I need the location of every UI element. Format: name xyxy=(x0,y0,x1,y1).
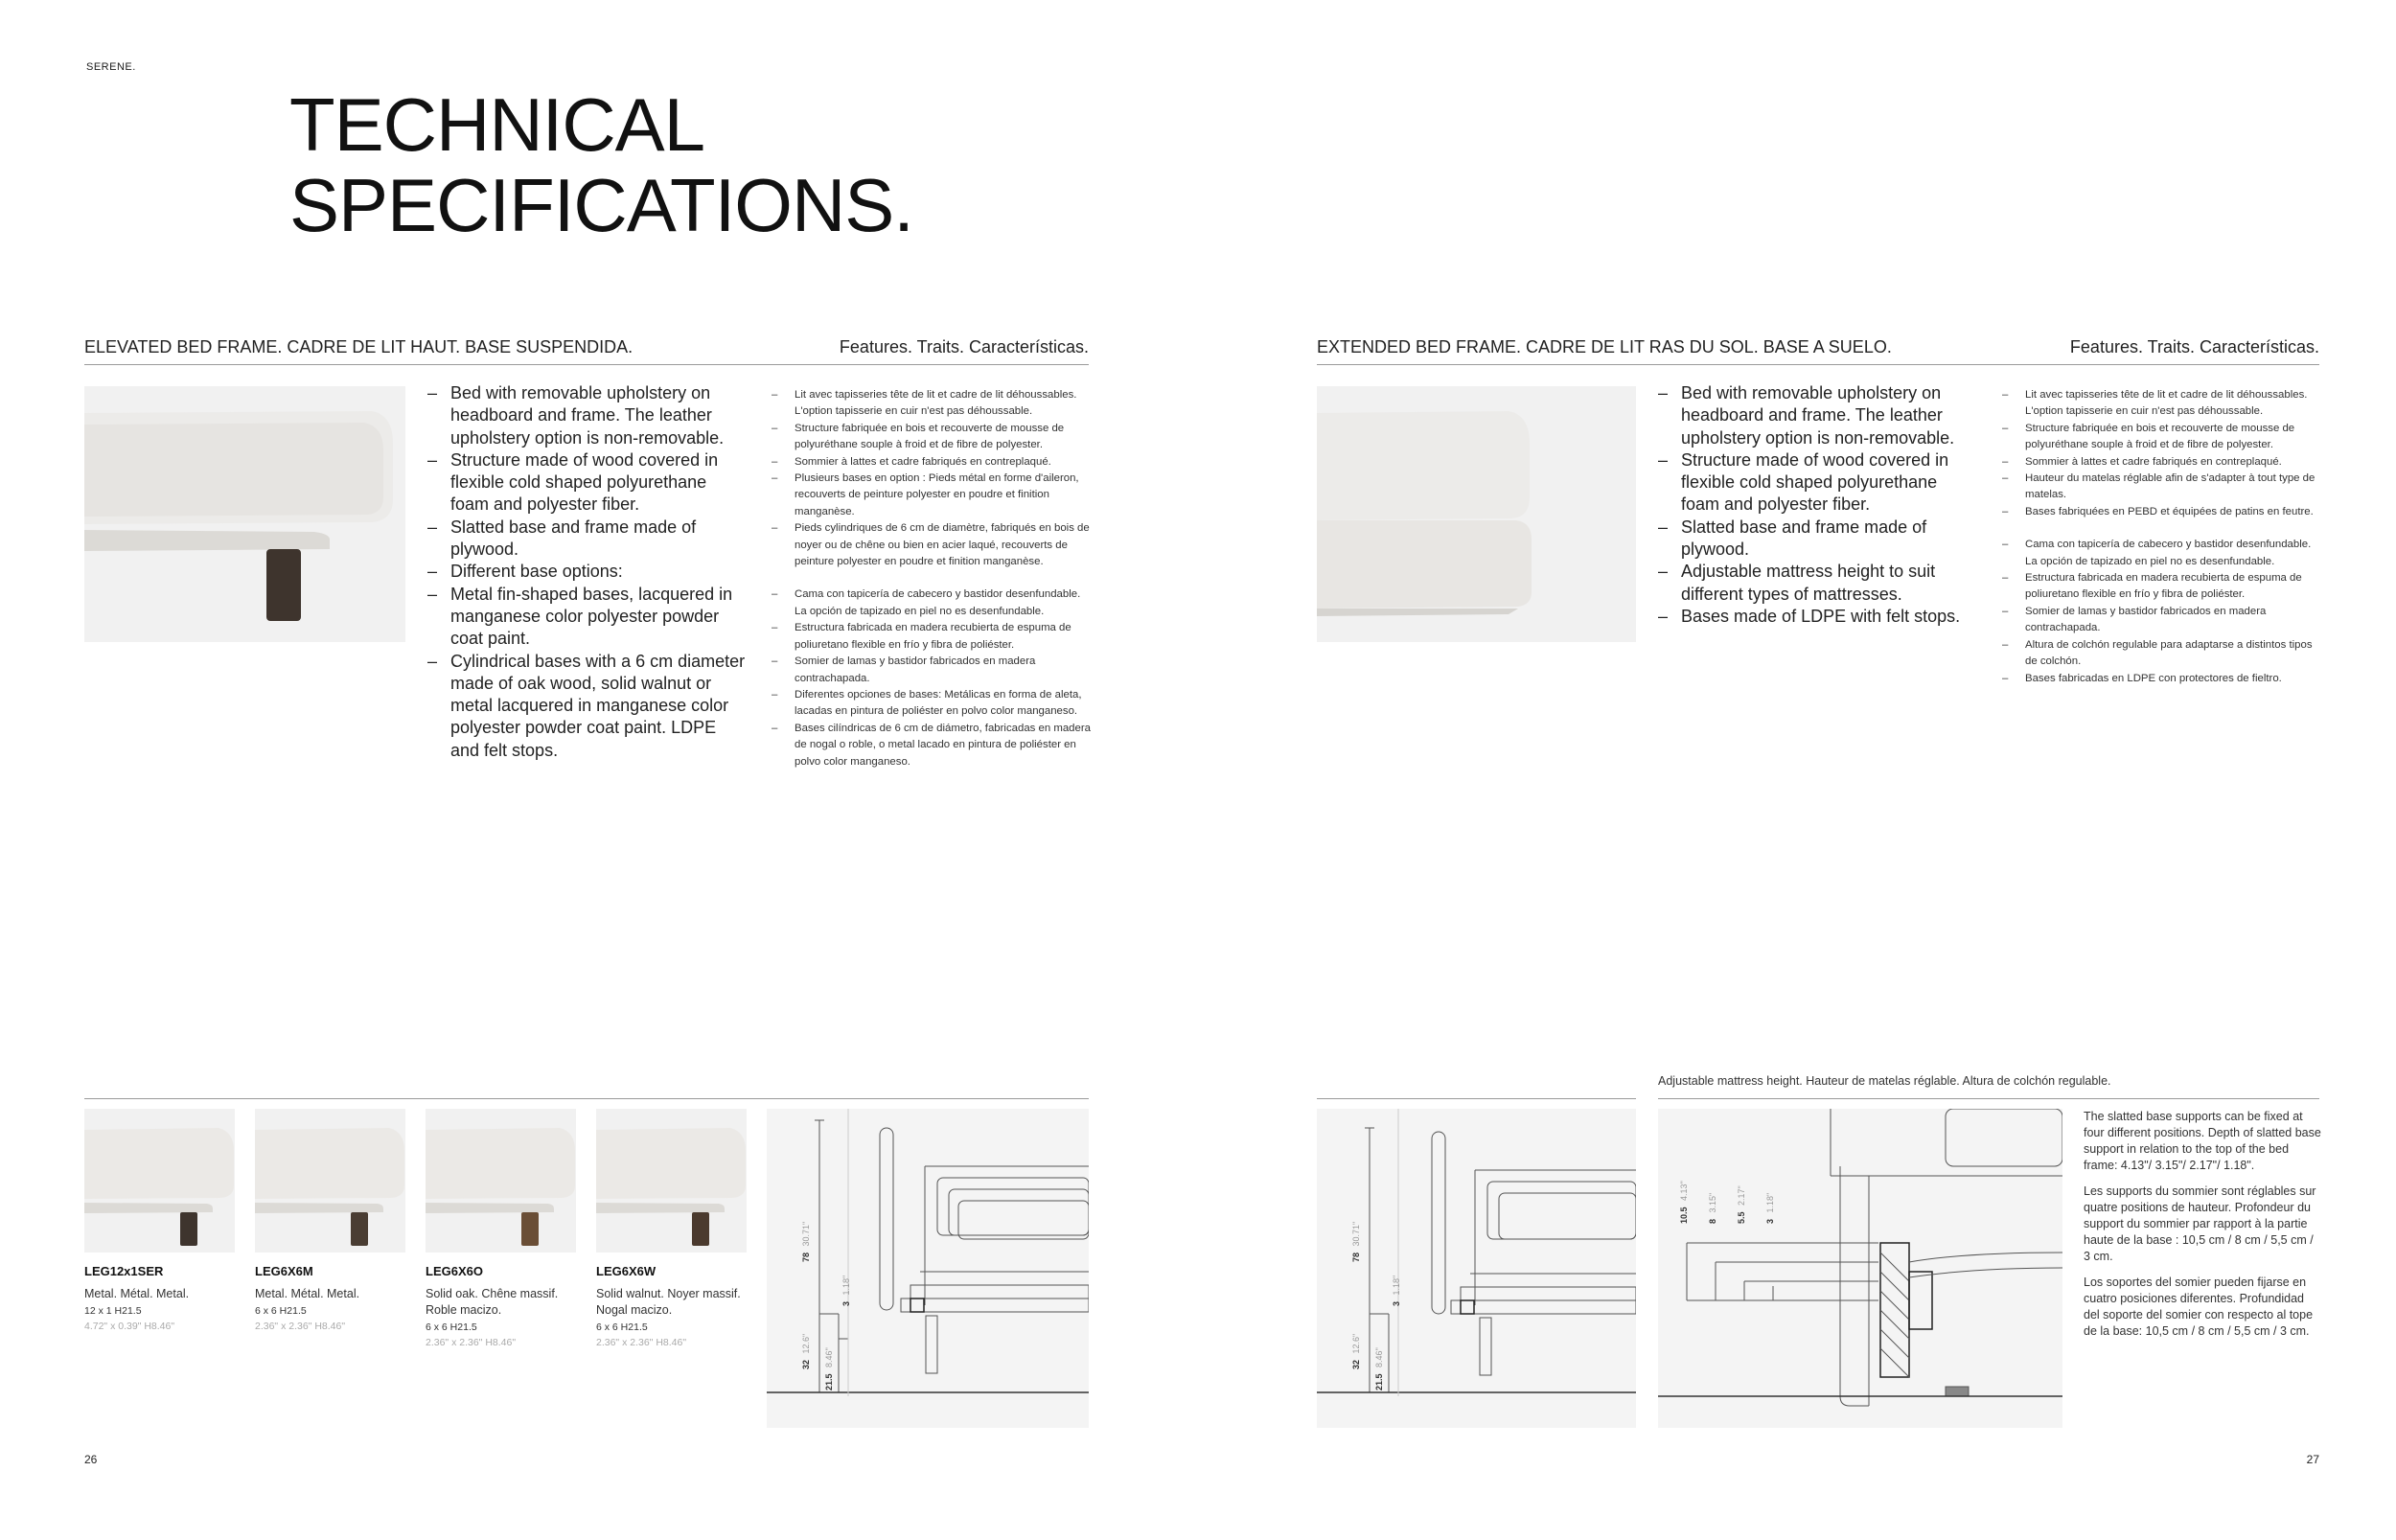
left-en-item: – Structure made of wood covered in flexible cold shaped polyurethane foam and polyester fiber. xyxy=(427,449,749,517)
dim-32: 32 12.6" xyxy=(1351,1333,1361,1369)
title-line-1: TECHNICAL xyxy=(289,82,705,167)
left-en-item: – Slatted base and frame made of plywood. xyxy=(427,517,749,562)
right-fr-item: – Sommier à lattes et cadre fabriqués en contreplaqué. xyxy=(2002,454,2322,471)
right-section-title: EXTENDED BED FRAME. CADRE DE LIT RAS DU SOL. BASE A SUELO. xyxy=(1317,337,1892,356)
right-en-item: – Structure made of wood covered in flexible cold shaped polyurethane foam and polyester fiber. xyxy=(1658,449,1980,517)
left-section-title: ELEVATED BED FRAME. CADRE DE LIT HAUT. BASE SUSPENDIDA. xyxy=(84,337,634,356)
dim-8: 8 3.15" xyxy=(1708,1192,1717,1224)
right-en-item: – Bed with removable upholstery on headboard and frame. The leather upholstery option is non-removable. xyxy=(1658,382,1980,449)
mattress-height-detail-drawing xyxy=(1658,1109,2062,1428)
right-technical-drawing xyxy=(1317,1109,1636,1428)
right-features-en xyxy=(1658,382,1980,628)
right-en-item: – Slatted base and frame made of plywood. xyxy=(1658,517,1980,562)
brand-label: SERENE. xyxy=(86,61,136,73)
right-features-fr-es xyxy=(2002,387,2322,687)
dim-21-5: 21.5 8.46" xyxy=(1374,1347,1384,1391)
left-en-item: – Bed with removable upholstery on headboard and frame. The leather upholstery option is non-removable. xyxy=(427,382,749,449)
leg-material: Solid oak. Chêne massif. Roble macizo. xyxy=(426,1287,559,1317)
right-bottom-divider-a xyxy=(1317,1098,1636,1099)
right-fr-item: – Structure fabriquée en bois et recouverte de mousse de polyuréthane souple à froid et de fibre de polyester. xyxy=(2002,421,2322,454)
dim-5-5: 5.5 2.17" xyxy=(1737,1185,1746,1224)
left-fr-item: – Structure fabriquée en bois et recouverte de mousse de polyuréthane souple à froid et de fibre de polyester. xyxy=(772,421,1094,454)
dim-78: 78 30.71" xyxy=(1351,1221,1361,1262)
dim-10-5: 10.5 4.13" xyxy=(1679,1181,1689,1224)
left-features-fr-es xyxy=(772,387,1094,770)
left-top-divider xyxy=(84,364,1089,365)
right-en-item: – Adjustable mattress height to suit different types of mattresses. xyxy=(1658,561,1980,606)
leg-dims-inches: 4.72" x 0.39" H8.46" xyxy=(84,1321,175,1332)
right-es-item: – Altura de colchón regulable para adaptarse a distintos tipos de colchón. xyxy=(2002,637,2322,671)
leg-code: LEG6X6W xyxy=(596,1264,657,1278)
leg-photo xyxy=(255,1109,405,1253)
left-es-item: – Somier de lamas y bastidor fabricados en madera contrachapada. xyxy=(772,654,1094,687)
leg-dims-inches: 2.36" x 2.36" H8.46" xyxy=(426,1337,517,1348)
dim-32: 32 12.6" xyxy=(801,1333,811,1369)
left-technical-drawing xyxy=(767,1109,1089,1428)
leg-dims: 6 x 6 H21.5 xyxy=(255,1305,307,1317)
right-es-item: – Cama con tapicería de cabecero y bastidor desenfundable. La opción de tapizado en piel no es desenfundable. xyxy=(2002,537,2322,570)
adjustable-height-caption: Adjustable mattress height. Hauteur de matelas réglable. Altura de colchón regulable. xyxy=(1658,1074,2111,1088)
left-en-item: – Different base options: xyxy=(427,561,749,583)
leg-dims-inches: 2.36" x 2.36" H8.46" xyxy=(596,1337,687,1348)
right-es-item: – Bases fabricadas en LDPE con protectores de fieltro. xyxy=(2002,671,2322,687)
dim-78: 78 30.71" xyxy=(801,1221,811,1262)
right-fr-item: – Hauteur du matelas réglable afin de s'adapter à tout type de matelas. xyxy=(2002,471,2322,504)
left-es-item: – Bases cilíndricas de 6 cm de diámetro, fabricadas en madera de nogal o roble, o metal lacado en pintura de poliéster en polvo color manganeso. xyxy=(772,721,1094,770)
note-fr: Les supports du sommier sont réglables sur quatre positions de hauteur. Profondeur du support du sommier par rapport à la partie haute de la base : 10,5 cm / 8 cm / 5,5 cm / 3 cm. xyxy=(2084,1184,2316,1263)
extended-bed-photo xyxy=(1317,386,1636,642)
leg-card xyxy=(255,1109,405,1332)
leg-code: LEG6X6O xyxy=(426,1264,483,1278)
left-en-item: – Metal fin-shaped bases, lacquered in manganese color polyester powder coat paint. xyxy=(427,584,749,651)
leg-dims: 6 x 6 H21.5 xyxy=(426,1322,477,1333)
leg-card xyxy=(84,1109,235,1332)
leg-dims: 12 x 1 H21.5 xyxy=(84,1305,142,1317)
right-fr-item: – Lit avec tapisseries tête de lit et cadre de lit déhoussables. L'option tapisserie en cuir n'est pas déhoussable. xyxy=(2002,387,2322,421)
left-features-label: Features. Traits. Características. xyxy=(839,337,1089,356)
leg-card xyxy=(596,1109,747,1348)
dim-3: 3 1.18" xyxy=(841,1275,851,1306)
left-es-item: – Cama con tapicería de cabecero y bastidor desenfundable. La opción de tapizado en piel no es desenfundable. xyxy=(772,586,1094,620)
title-line-2: SPECIFICATIONS. xyxy=(289,163,913,247)
page-number-right: 27 xyxy=(2306,1453,2319,1466)
left-en-item: – Cylindrical bases with a 6 cm diameter made of oak wood, solid walnut or metal lacquered in manganese color polyester powder coat paint. LDPE and felt stops. xyxy=(427,651,749,762)
left-fr-item: – Pieds cylindriques de 6 cm de diamètre, fabriqués en bois de noyer ou de chêne ou bien en acier laqué, recouverts de peinture polyester en poudre et finition manganèse. xyxy=(772,520,1094,570)
leg-dims: 6 x 6 H21.5 xyxy=(596,1322,648,1333)
leg-photo xyxy=(596,1109,747,1253)
right-top-divider xyxy=(1317,364,2319,365)
leg-material: Metal. Métal. Metal. xyxy=(84,1287,190,1300)
page-title xyxy=(289,84,913,245)
note-en: The slatted base supports can be fixed at four different positions. Depth of slatted base support in relation to the top of the bed frame: 4.13"/ 3.15"/ 2.17"/ 1.18". xyxy=(2084,1110,2321,1172)
dim-3: 3 1.18" xyxy=(1392,1275,1401,1306)
left-fr-item: – Lit avec tapisseries tête de lit et cadre de lit déhoussables. L'option tapisserie en cuir n'est pas déhoussable. xyxy=(772,387,1094,421)
left-fr-item: – Plusieurs bases en option : Pieds métal en forme d'aileron, recouverts de peinture polyester en poudre et finition manganèse. xyxy=(772,471,1094,520)
page-number-left: 26 xyxy=(84,1453,98,1466)
left-fr-item: – Sommier à lattes et cadre fabriqués en contreplaqué. xyxy=(772,454,1094,471)
dim-21-5: 21.5 8.46" xyxy=(824,1347,834,1391)
right-es-item: – Somier de lamas y bastidor fabricados en madera contrachapada. xyxy=(2002,604,2322,637)
left-features-en xyxy=(427,382,749,762)
right-en-item: – Bases made of LDPE with felt stops. xyxy=(1658,606,1980,628)
right-bottom-divider-b xyxy=(1658,1098,2319,1099)
elevated-bed-photo xyxy=(84,386,405,642)
leg-photo xyxy=(84,1109,235,1253)
dim-3: 3 1.18" xyxy=(1765,1192,1775,1224)
right-es-item: – Estructura fabricada en madera recubierta de espuma de poliuretano flexible en frío y fibra de poliéster. xyxy=(2002,570,2322,604)
left-bottom-divider xyxy=(84,1098,1089,1099)
right-features-label: Features. Traits. Características. xyxy=(2069,337,2319,356)
left-es-item: – Diferentes opciones de bases: Metálicas en forma de aleta, lacadas en pintura de poliéster en polvo color manganeso. xyxy=(772,687,1094,721)
leg-card xyxy=(426,1109,576,1348)
leg-material: Solid walnut. Noyer massif. Nogal macizo. xyxy=(596,1287,741,1317)
left-es-item: – Estructura fabricada en madera recubierta de espuma de poliuretano flexible en frío y fibra de poliéster. xyxy=(772,620,1094,654)
right-fr-item: – Bases fabriquées en PEBD et équipées de patins en feutre. xyxy=(2002,504,2322,520)
leg-code: LEG6X6M xyxy=(255,1264,313,1278)
leg-code: LEG12x1SER xyxy=(84,1264,164,1278)
leg-photo xyxy=(426,1109,576,1253)
leg-dims-inches: 2.36" x 2.36" H8.46" xyxy=(255,1321,346,1332)
slatted-base-notes xyxy=(2084,1109,2323,1340)
leg-material: Metal. Métal. Metal. xyxy=(255,1287,360,1300)
note-es: Los soportes del somier pueden fijarse en cuatro posiciones diferentes. Profundidad del soporte del somier con respecto al tope de la base: 10,5 cm / 8 cm / 5,5 cm / 3 cm. xyxy=(2084,1276,2314,1338)
